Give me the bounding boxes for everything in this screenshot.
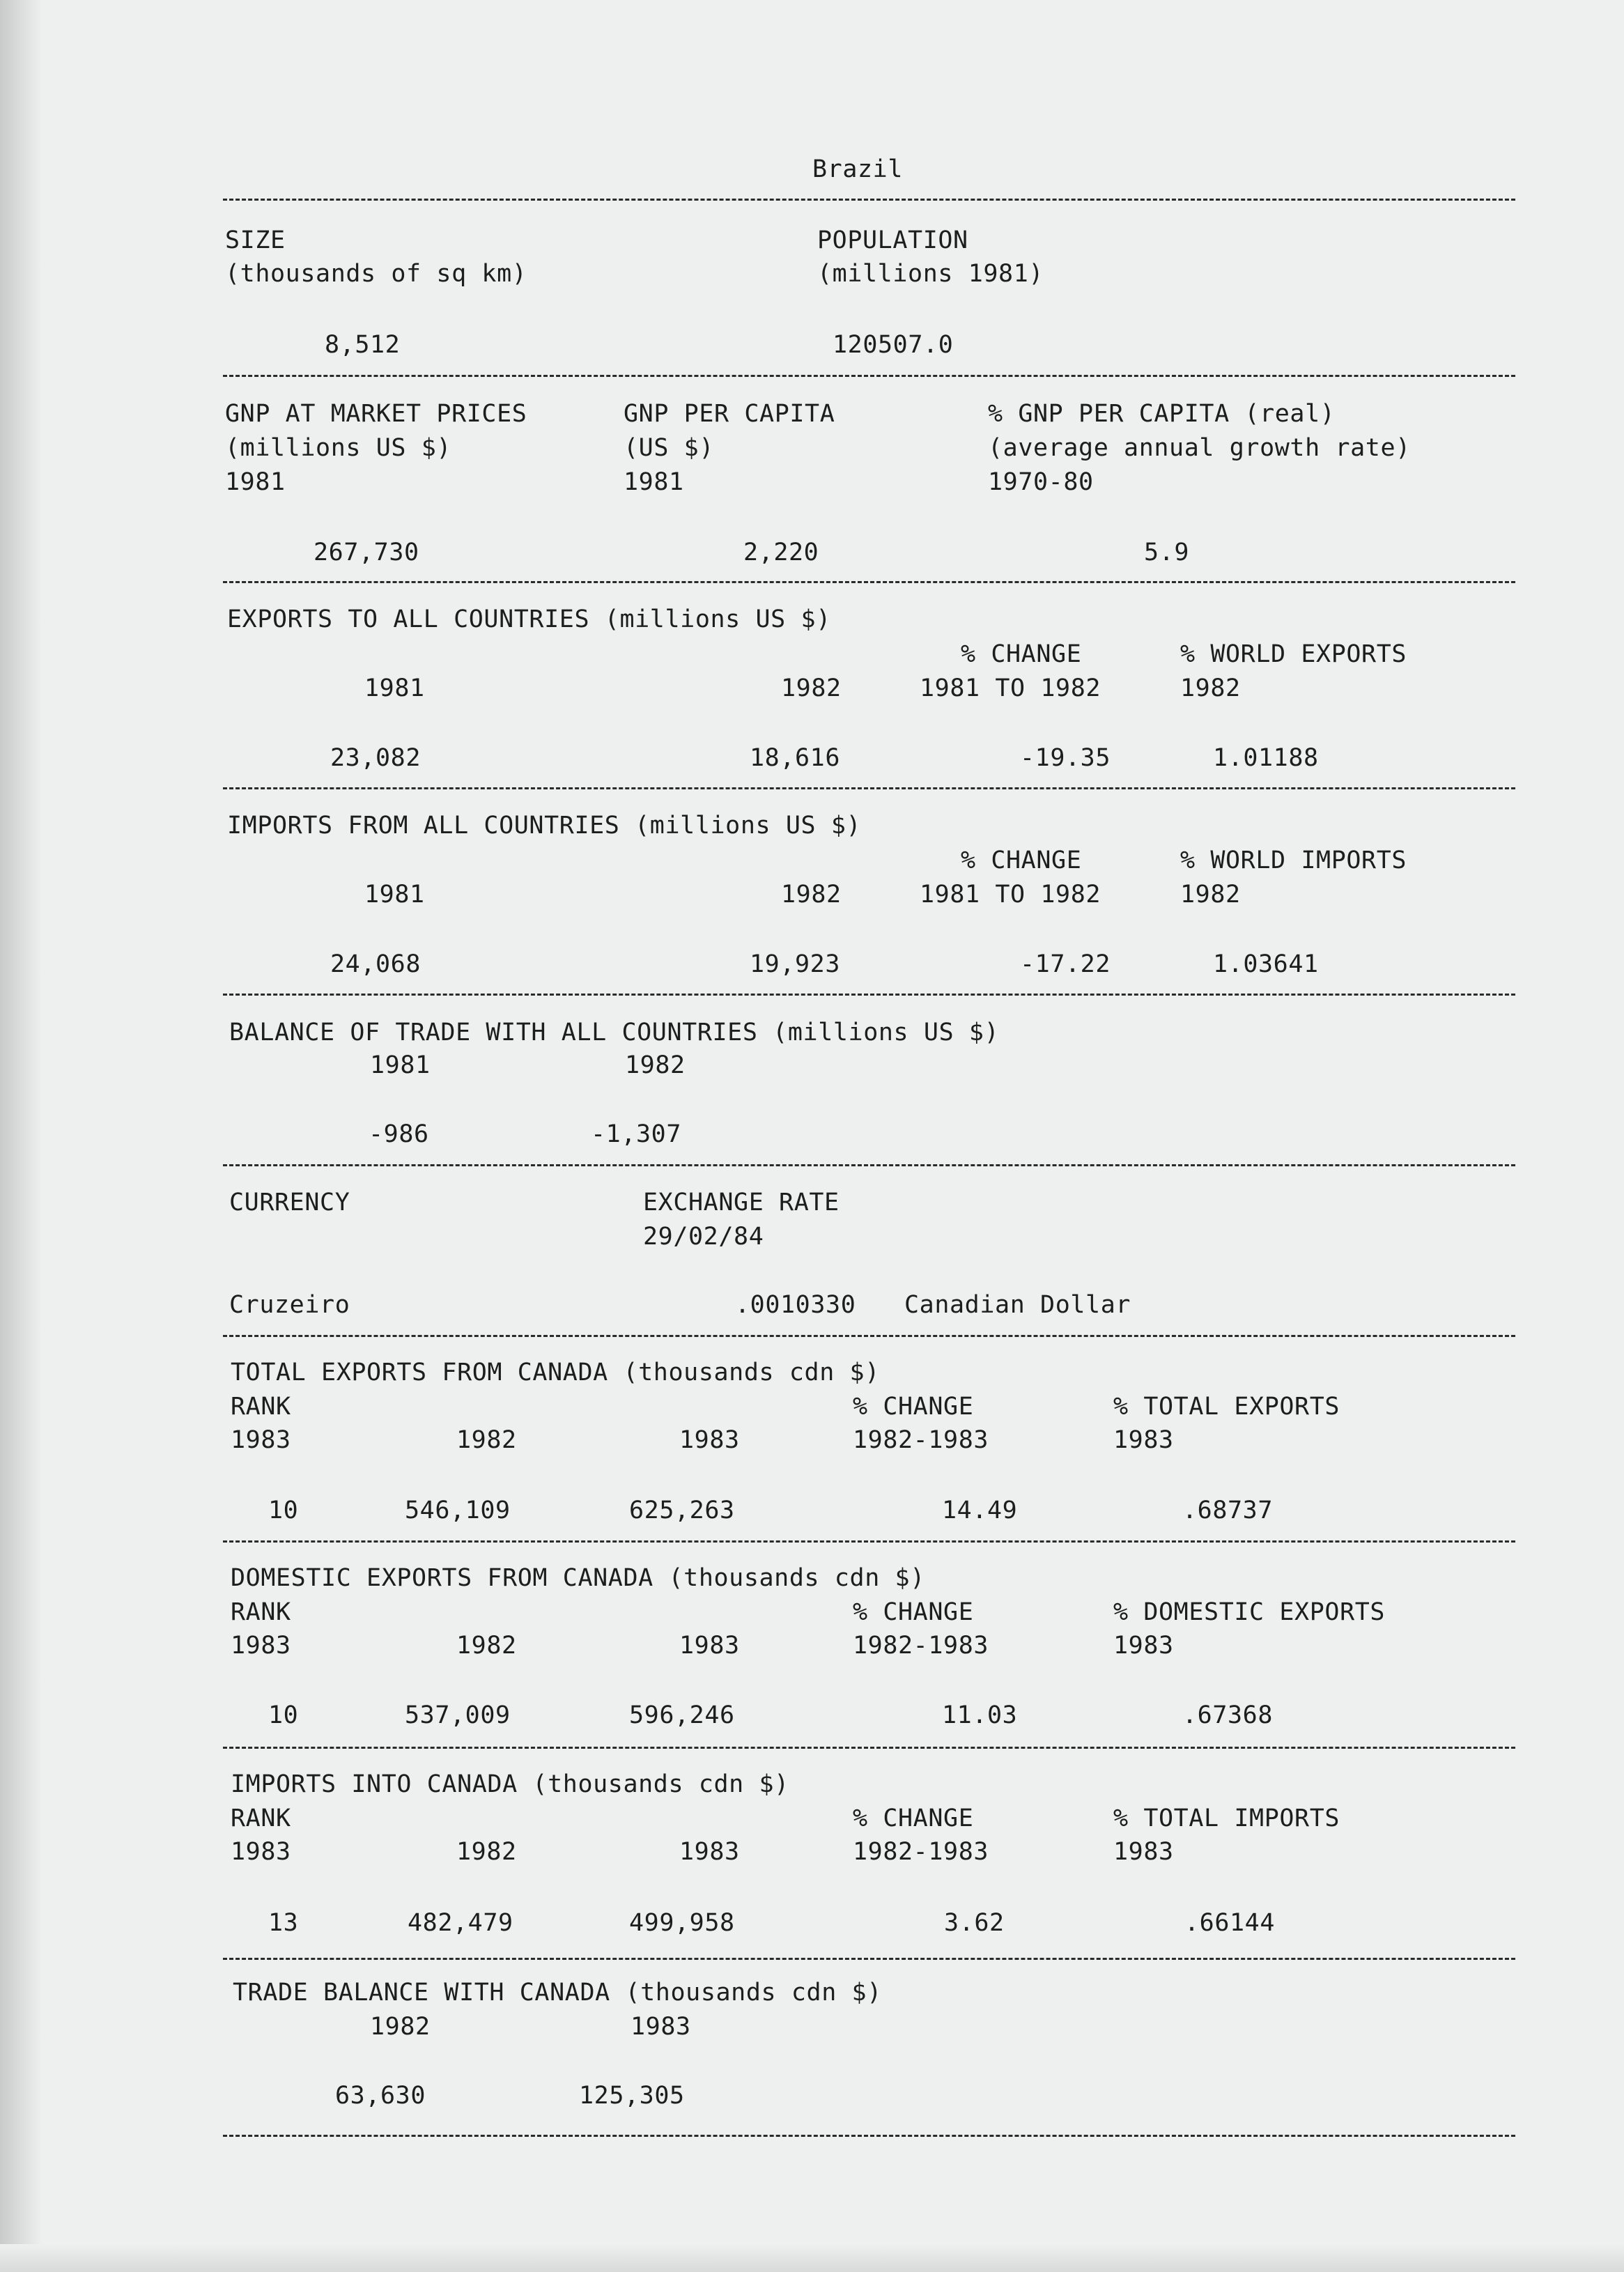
total-exports-share-year: 1983 <box>1113 1426 1174 1454</box>
gnp-growth-year: 1970-80 <box>988 468 1094 496</box>
exports-world-label: % WORLD EXPORTS <box>1180 640 1407 668</box>
trade-balance-canada-value-2: 125,305 <box>579 2082 685 2110</box>
divider <box>223 787 1515 789</box>
exchange-rate-date: 29/02/84 <box>643 1223 764 1251</box>
domestic-exports-year-1: 1982 <box>456 1632 517 1660</box>
gnp-per-capita-year: 1981 <box>624 468 684 496</box>
balance-all-value-1: -986 <box>369 1120 429 1148</box>
domestic-exports-value-1: 537,009 <box>405 1701 511 1729</box>
currency-label: CURRENCY <box>229 1189 350 1216</box>
gnp-growth-unit: (average annual growth rate) <box>988 434 1411 462</box>
exports-world-year: 1982 <box>1180 674 1241 702</box>
total-exports-value-1: 546,109 <box>405 1497 511 1524</box>
imports-canada-value-2: 499,958 <box>629 1909 735 1937</box>
exports-value-2: 18,616 <box>750 744 841 772</box>
currency-name: Cruzeiro <box>229 1291 350 1319</box>
population-unit: (millions 1981) <box>817 260 1044 288</box>
gnp-market-unit: (millions US $) <box>225 434 452 462</box>
exchange-rate-value: .0010330 <box>735 1291 856 1319</box>
divider <box>223 2135 1515 2137</box>
imports-world-value: 1.03641 <box>1213 950 1319 978</box>
balance-all-heading: BALANCE OF TRADE WITH ALL COUNTRIES (millions US $) <box>229 1019 1000 1046</box>
exports-change-value: -19.35 <box>1020 744 1111 772</box>
total-exports-rank-label: RANK <box>231 1393 291 1421</box>
trade-balance-canada-heading: TRADE BALANCE WITH CANADA (thousands cdn $) <box>233 1979 882 2007</box>
exports-year-2: 1982 <box>781 674 842 702</box>
imports-canada-year-2: 1983 <box>679 1838 740 1866</box>
population-label: POPULATION <box>817 226 968 254</box>
total-exports-share-label: % TOTAL EXPORTS <box>1113 1393 1340 1421</box>
divider <box>223 1335 1515 1337</box>
page-binding-shadow <box>0 0 42 2272</box>
imports-year-2: 1982 <box>781 881 842 909</box>
divider <box>223 994 1515 996</box>
domestic-exports-share-value: .67368 <box>1182 1701 1274 1729</box>
divider <box>223 1540 1515 1543</box>
domestic-exports-change-label: % CHANGE <box>853 1598 974 1626</box>
trade-balance-canada-year-1: 1982 <box>370 2013 431 2041</box>
imports-canada-heading: IMPORTS INTO CANADA (thousands cdn $) <box>231 1770 789 1798</box>
imports-canada-share-label: % TOTAL IMPORTS <box>1113 1805 1340 1832</box>
domestic-exports-value-2: 596,246 <box>629 1701 735 1729</box>
total-exports-rank: 10 <box>268 1497 299 1524</box>
imports-value-1: 24,068 <box>330 950 422 978</box>
exports-change-years: 1981 TO 1982 <box>920 674 1101 702</box>
imports-change-years: 1981 TO 1982 <box>920 881 1101 909</box>
total-exports-change-years: 1982-1983 <box>853 1426 989 1454</box>
total-exports-share-value: .68737 <box>1182 1497 1274 1524</box>
exports-world-value: 1.01188 <box>1213 744 1319 772</box>
imports-canada-year-1: 1982 <box>456 1838 517 1866</box>
domestic-exports-rank-year: 1983 <box>231 1632 291 1660</box>
exports-year-1: 1981 <box>364 674 425 702</box>
domestic-exports-rank: 10 <box>268 1701 299 1729</box>
domestic-exports-share-year: 1983 <box>1113 1632 1174 1660</box>
gnp-per-capita-label: GNP PER CAPITA <box>624 400 835 428</box>
domestic-exports-share-label: % DOMESTIC EXPORTS <box>1113 1598 1386 1626</box>
size-value: 8,512 <box>325 331 401 359</box>
balance-all-year-1: 1981 <box>370 1051 431 1079</box>
gnp-per-capita-unit: (US $) <box>624 434 715 462</box>
divider <box>223 199 1515 201</box>
imports-heading: IMPORTS FROM ALL COUNTRIES (millions US $) <box>227 812 862 840</box>
imports-canada-change-label: % CHANGE <box>853 1805 974 1832</box>
imports-world-label: % WORLD IMPORTS <box>1180 847 1407 874</box>
imports-canada-value-1: 482,479 <box>408 1909 513 1937</box>
divider <box>223 1747 1515 1749</box>
imports-canada-rank-year: 1983 <box>231 1838 291 1866</box>
size-label: SIZE <box>225 226 286 254</box>
exports-change-label: % CHANGE <box>961 640 1082 668</box>
balance-all-value-2: -1,307 <box>591 1120 682 1148</box>
domestic-exports-change-value: 11.03 <box>942 1701 1018 1729</box>
divider <box>223 581 1515 583</box>
gnp-per-capita-value: 2,220 <box>743 539 819 566</box>
population-value: 120507.0 <box>833 331 954 359</box>
imports-value-2: 19,923 <box>750 950 841 978</box>
domestic-exports-year-2: 1983 <box>679 1632 740 1660</box>
page-title: Brazil <box>812 155 904 183</box>
page-bottom-shadow <box>0 2244 1624 2272</box>
divider <box>223 375 1515 377</box>
gnp-market-value: 267,730 <box>314 539 419 566</box>
domestic-exports-change-years: 1982-1983 <box>853 1632 989 1660</box>
divider <box>223 1958 1515 1960</box>
exports-value-1: 23,082 <box>330 744 422 772</box>
domestic-exports-heading: DOMESTIC EXPORTS FROM CANADA (thousands cdn $) <box>231 1564 925 1592</box>
total-exports-heading: TOTAL EXPORTS FROM CANADA (thousands cdn $) <box>231 1359 880 1386</box>
size-unit: (thousands of sq km) <box>225 260 527 288</box>
imports-canada-share-year: 1983 <box>1113 1838 1174 1866</box>
imports-change-label: % CHANGE <box>961 847 1082 874</box>
total-exports-change-label: % CHANGE <box>853 1393 974 1421</box>
gnp-growth-label: % GNP PER CAPITA (real) <box>988 400 1336 428</box>
trade-balance-canada-year-2: 1983 <box>631 2013 691 2041</box>
total-exports-value-2: 625,263 <box>629 1497 735 1524</box>
total-exports-year-2: 1983 <box>679 1426 740 1454</box>
divider <box>223 1164 1515 1166</box>
balance-all-year-2: 1982 <box>625 1051 686 1079</box>
gnp-growth-value: 5.9 <box>1144 539 1190 566</box>
total-exports-change-value: 14.49 <box>942 1497 1018 1524</box>
total-exports-rank-year: 1983 <box>231 1426 291 1454</box>
gnp-market-year: 1981 <box>225 468 286 496</box>
imports-canada-change-years: 1982-1983 <box>853 1838 989 1866</box>
trade-balance-canada-value-1: 63,630 <box>335 2082 426 2110</box>
imports-canada-share-value: .66144 <box>1184 1909 1276 1937</box>
exchange-rate-label: EXCHANGE RATE <box>643 1189 840 1216</box>
exchange-rate-unit: Canadian Dollar <box>904 1291 1131 1319</box>
imports-year-1: 1981 <box>364 881 425 909</box>
imports-world-year: 1982 <box>1180 881 1241 909</box>
imports-canada-rank-label: RANK <box>231 1805 291 1832</box>
exports-heading: EXPORTS TO ALL COUNTRIES (millions US $) <box>227 605 831 633</box>
gnp-market-label: GNP AT MARKET PRICES <box>225 400 527 428</box>
imports-change-value: -17.22 <box>1020 950 1111 978</box>
domestic-exports-rank-label: RANK <box>231 1598 291 1626</box>
total-exports-year-1: 1982 <box>456 1426 517 1454</box>
imports-canada-change-value: 3.62 <box>944 1909 1005 1937</box>
imports-canada-rank: 13 <box>268 1909 299 1937</box>
